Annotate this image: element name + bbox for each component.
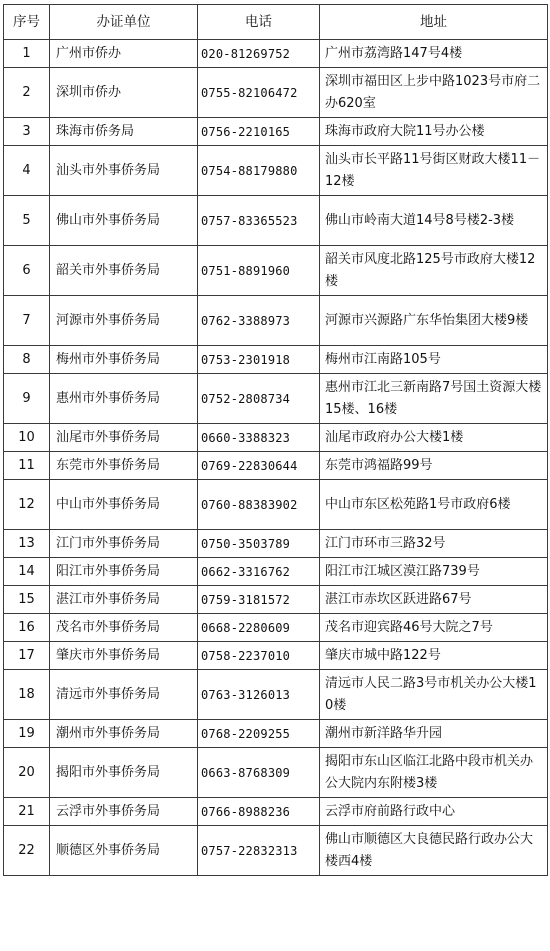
row-unit: 云浮市外事侨务局	[50, 798, 198, 826]
table-row	[4, 196, 548, 246]
table-row	[4, 748, 548, 798]
header-unit: 办证单位	[50, 5, 198, 40]
row-address: 中山市东区松苑路1号市政府6楼	[320, 480, 548, 530]
row-unit: 佛山市外事侨务局	[50, 196, 198, 246]
row-unit: 河源市外事侨务局	[50, 296, 198, 346]
row-address: 河源市兴源路广东华怡集团大楼9楼	[320, 296, 548, 346]
row-phone: 0663-8768309	[198, 748, 320, 798]
row-unit: 珠海市侨务局	[50, 118, 198, 146]
table-body	[4, 40, 548, 876]
row-unit: 顺德区外事侨务局	[50, 826, 198, 876]
row-phone: 0763-3126013	[198, 670, 320, 720]
row-index: 17	[4, 642, 50, 670]
row-phone: 0662-3316762	[198, 558, 320, 586]
row-phone: 0754-88179880	[198, 146, 320, 196]
row-phone: 0750-3503789	[198, 530, 320, 558]
table-row	[4, 558, 548, 586]
table-row	[4, 798, 548, 826]
table-row	[4, 346, 548, 374]
row-phone: 0766-8988236	[198, 798, 320, 826]
table-row	[4, 670, 548, 720]
row-phone: 0757-83365523	[198, 196, 320, 246]
table-row	[4, 40, 548, 68]
row-index: 14	[4, 558, 50, 586]
row-address: 深圳市福田区上步中路1023号市府二办620室	[320, 68, 548, 118]
row-unit: 肇庆市外事侨务局	[50, 642, 198, 670]
office-contact-table	[3, 4, 548, 876]
row-address: 汕头市长平路11号街区财政大楼11－12楼	[320, 146, 548, 196]
row-index: 12	[4, 480, 50, 530]
row-phone: 0760-88383902	[198, 480, 320, 530]
table-row	[4, 614, 548, 642]
row-unit: 汕尾市外事侨务局	[50, 424, 198, 452]
row-unit: 中山市外事侨务局	[50, 480, 198, 530]
row-phone: 020-81269752	[198, 40, 320, 68]
row-address: 佛山市顺德区大良德民路行政办公大楼西4楼	[320, 826, 548, 876]
table-row	[4, 480, 548, 530]
table-row	[4, 720, 548, 748]
row-unit: 东莞市外事侨务局	[50, 452, 198, 480]
row-unit: 江门市外事侨务局	[50, 530, 198, 558]
table-row	[4, 826, 548, 876]
row-address: 佛山市岭南大道14号8号楼2-3楼	[320, 196, 548, 246]
table-header-row	[4, 5, 548, 40]
row-address: 韶关市风度北路125号市政府大楼12楼	[320, 246, 548, 296]
row-phone: 0756-2210165	[198, 118, 320, 146]
table-row	[4, 68, 548, 118]
row-index: 21	[4, 798, 50, 826]
table-row	[4, 246, 548, 296]
row-index: 18	[4, 670, 50, 720]
row-index: 10	[4, 424, 50, 452]
row-index: 13	[4, 530, 50, 558]
row-unit: 茂名市外事侨务局	[50, 614, 198, 642]
row-index: 8	[4, 346, 50, 374]
row-address: 东莞市鸿福路99号	[320, 452, 548, 480]
row-address: 茂名市迎宾路46号大院之7号	[320, 614, 548, 642]
row-address: 江门市环市三路32号	[320, 530, 548, 558]
row-phone: 0751-8891960	[198, 246, 320, 296]
row-address: 揭阳市东山区临江北路中段市机关办公大院内东附楼3楼	[320, 748, 548, 798]
row-index: 20	[4, 748, 50, 798]
header-index: 序号	[4, 5, 50, 40]
row-address: 惠州市江北三新南路7号国土资源大楼15楼、16楼	[320, 374, 548, 424]
row-address: 肇庆市城中路122号	[320, 642, 548, 670]
table-row	[4, 146, 548, 196]
row-index: 6	[4, 246, 50, 296]
row-index: 16	[4, 614, 50, 642]
row-phone: 0758-2237010	[198, 642, 320, 670]
row-phone: 0757-22832313	[198, 826, 320, 876]
row-phone: 0752-2808734	[198, 374, 320, 424]
table-row	[4, 452, 548, 480]
row-index: 3	[4, 118, 50, 146]
row-address: 湛江市赤坎区跃进路67号	[320, 586, 548, 614]
table-row	[4, 530, 548, 558]
row-index: 11	[4, 452, 50, 480]
row-unit: 阳江市外事侨务局	[50, 558, 198, 586]
header-phone: 电话	[198, 5, 320, 40]
row-index: 19	[4, 720, 50, 748]
row-unit: 惠州市外事侨务局	[50, 374, 198, 424]
row-phone: 0660-3388323	[198, 424, 320, 452]
row-index: 4	[4, 146, 50, 196]
row-index: 9	[4, 374, 50, 424]
table-row	[4, 424, 548, 452]
row-unit: 韶关市外事侨务局	[50, 246, 198, 296]
header-address: 地址	[320, 5, 548, 40]
row-address: 梅州市江南路105号	[320, 346, 548, 374]
row-index: 7	[4, 296, 50, 346]
row-address: 阳江市江城区漠江路739号	[320, 558, 548, 586]
row-index: 15	[4, 586, 50, 614]
row-phone: 0759-3181572	[198, 586, 320, 614]
table-row	[4, 374, 548, 424]
row-unit: 梅州市外事侨务局	[50, 346, 198, 374]
row-unit: 清远市外事侨务局	[50, 670, 198, 720]
row-index: 1	[4, 40, 50, 68]
row-phone: 0753-2301918	[198, 346, 320, 374]
table-row	[4, 296, 548, 346]
table-row	[4, 586, 548, 614]
row-address: 清远市人民二路3号市机关办公大楼10楼	[320, 670, 548, 720]
row-unit: 广州市侨办	[50, 40, 198, 68]
row-address: 珠海市政府大院11号办公楼	[320, 118, 548, 146]
row-address: 潮州市新洋路华升园	[320, 720, 548, 748]
row-unit: 汕头市外事侨务局	[50, 146, 198, 196]
row-phone: 0769-22830644	[198, 452, 320, 480]
table-row	[4, 118, 548, 146]
row-unit: 揭阳市外事侨务局	[50, 748, 198, 798]
row-phone: 0768-2209255	[198, 720, 320, 748]
table-row	[4, 642, 548, 670]
row-unit: 湛江市外事侨务局	[50, 586, 198, 614]
row-index: 22	[4, 826, 50, 876]
row-address: 云浮市府前路行政中心	[320, 798, 548, 826]
row-phone: 0762-3388973	[198, 296, 320, 346]
row-index: 5	[4, 196, 50, 246]
row-address: 广州市荔湾路147号4楼	[320, 40, 548, 68]
row-phone: 0755-82106472	[198, 68, 320, 118]
row-unit: 深圳市侨办	[50, 68, 198, 118]
row-phone: 0668-2280609	[198, 614, 320, 642]
row-address: 汕尾市政府办公大楼1楼	[320, 424, 548, 452]
row-unit: 潮州市外事侨务局	[50, 720, 198, 748]
row-index: 2	[4, 68, 50, 118]
